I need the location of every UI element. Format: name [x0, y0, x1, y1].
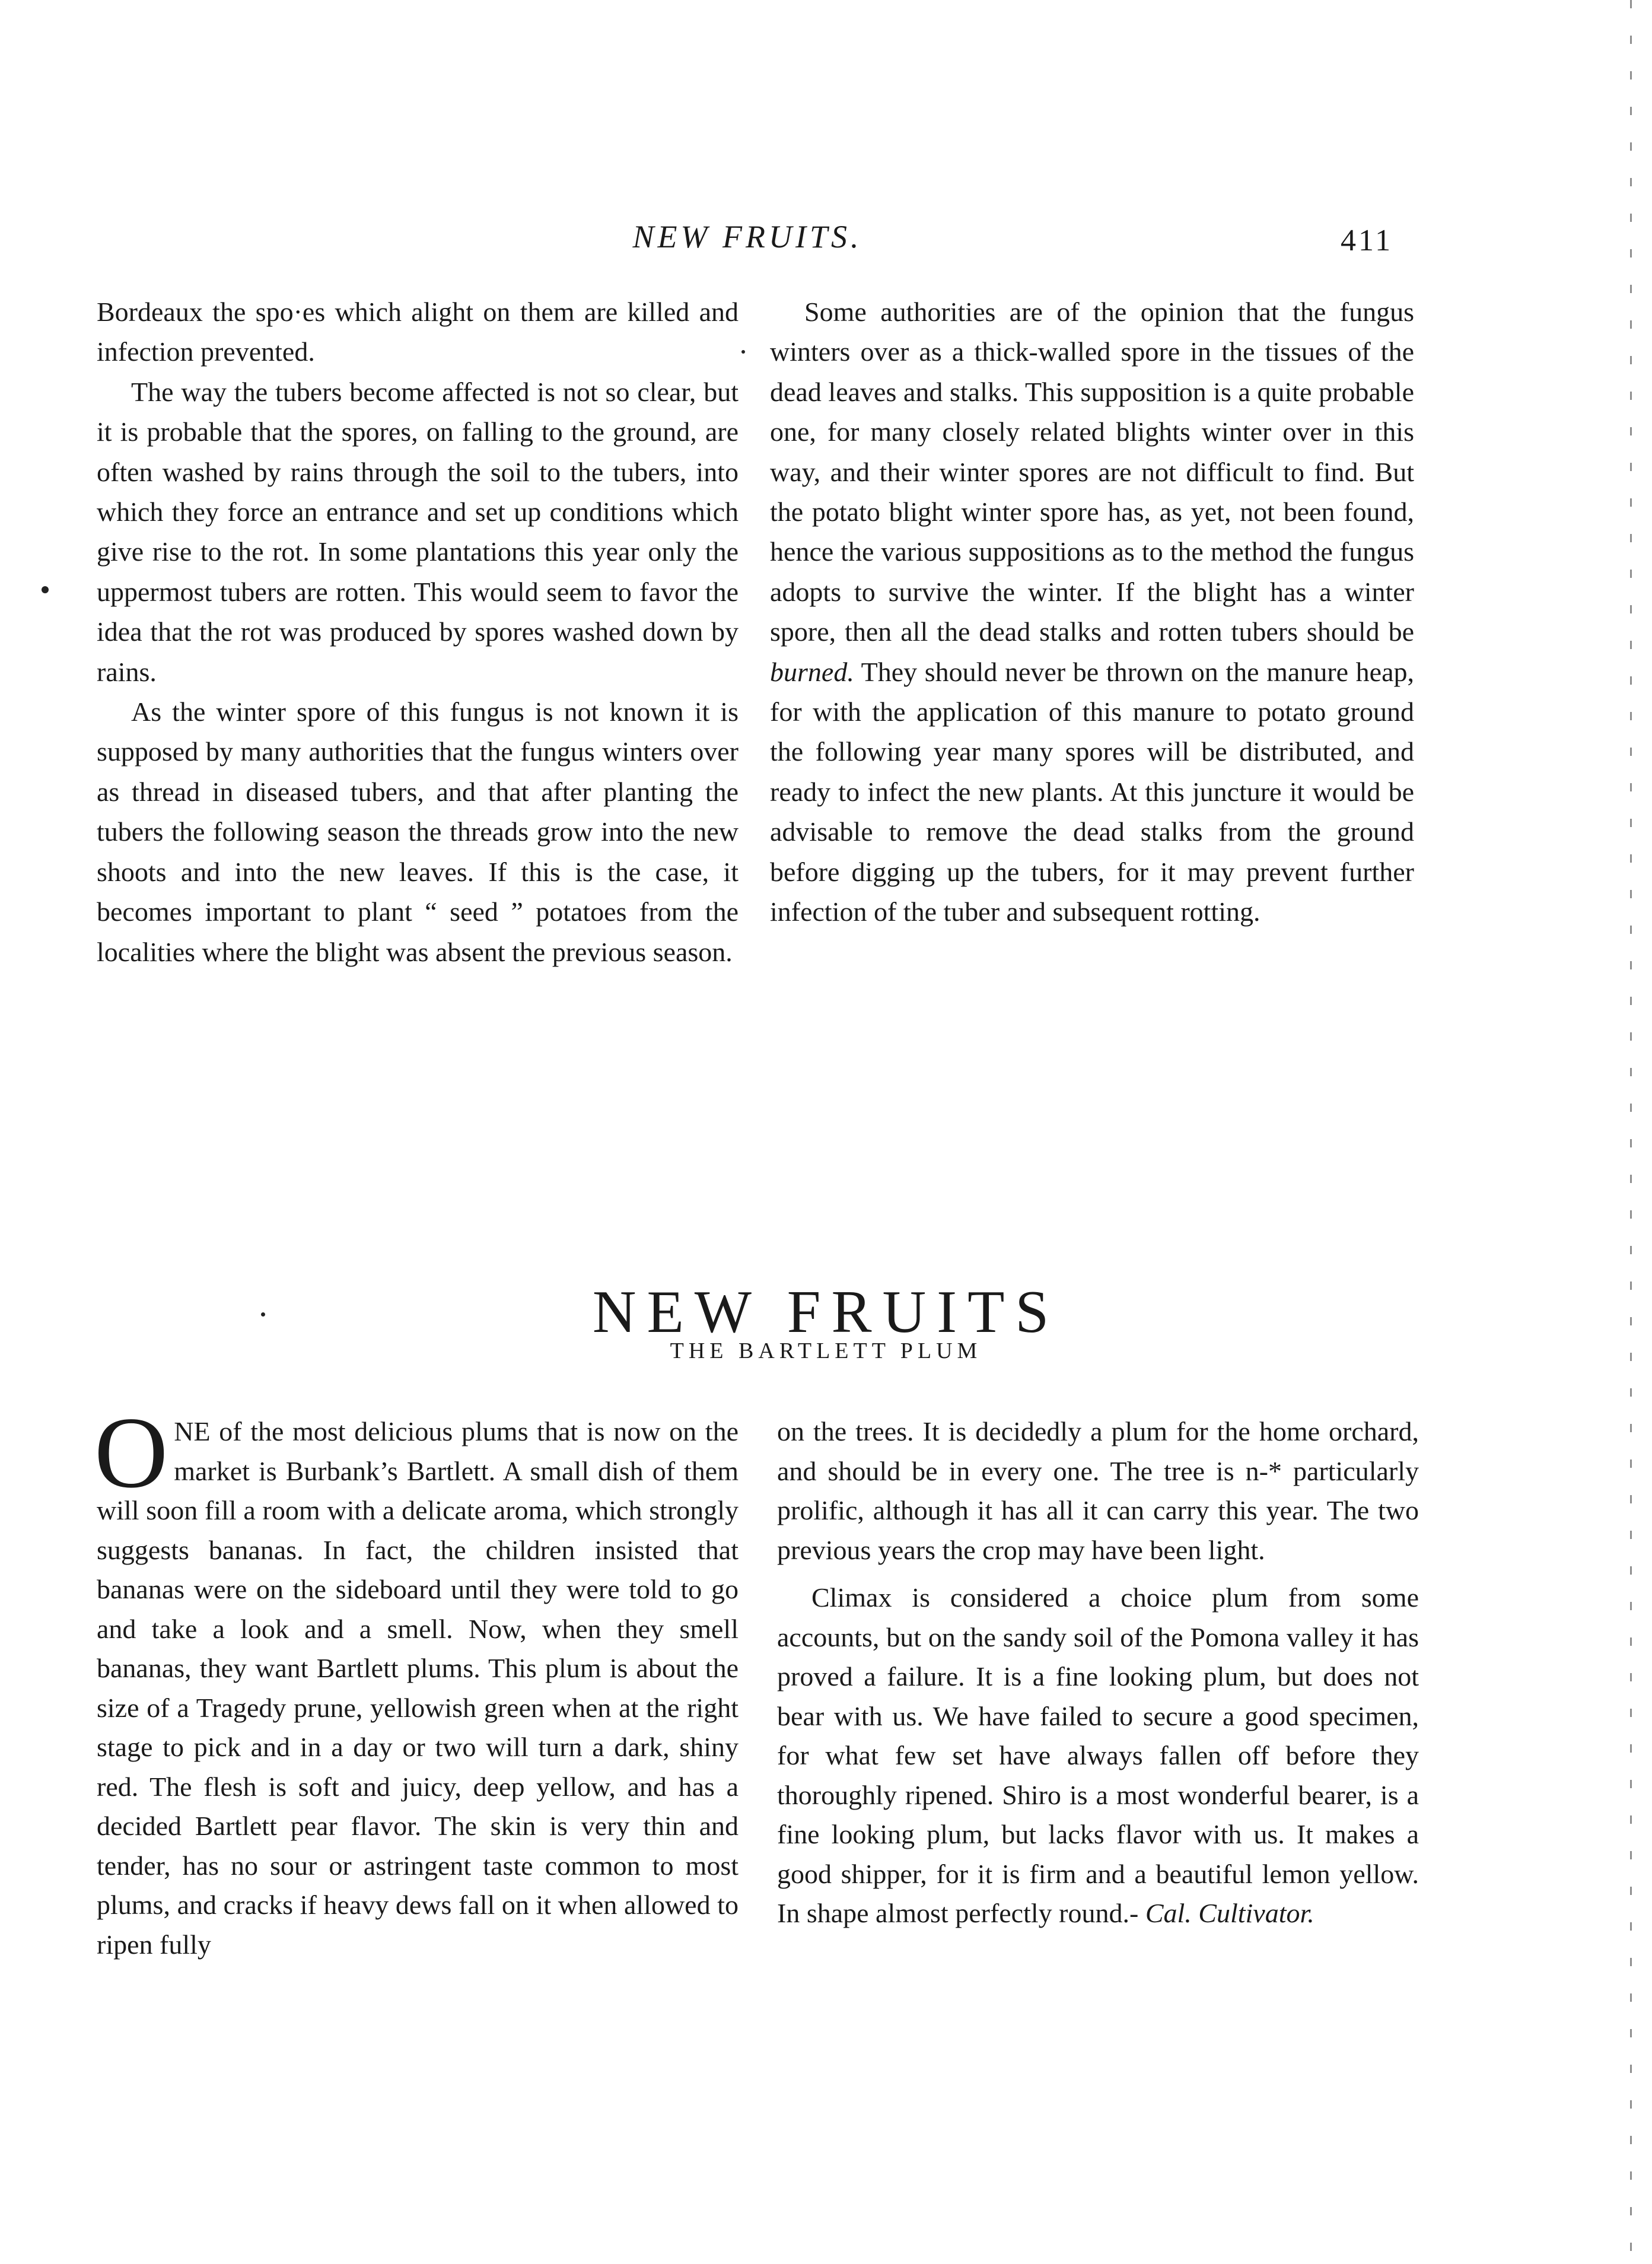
paragraph-text: Some authorities are of the opinion that the fungus winters over as a thick-walled spore in the tissues of the dead leaves and stalks. This supposition is a quite probable one, for many closely related blights winter over in this way, and their winter spores are not difficult to find. But the potato blight winter spore has, as yet, not been found, hence the various suppositions as to the method the fungus adopts to survive the winter. If the blight has a winter spore, then all the dead stalks and rotten tubers should be — [770, 297, 1414, 647]
lower-right-column — [777, 1412, 1419, 1934]
ink-speck — [42, 586, 49, 593]
page-number: 411 — [1341, 224, 1393, 257]
paragraph — [777, 1578, 1419, 1934]
source-signature: Cal. Cultivator. — [1145, 1898, 1314, 1928]
paragraph-text: Climax is considered a choice plum from some accounts, but on the sandy soil of the Pomona valley it has proved a failure. It is a fine looking plum, but does not bear with us. We have failed to secure a good specimen, for what few set have always fallen off before they thoroughly ripened. Shiro is a most wonderful bearer, is a fine looking plum, but lacks flavor with us. It makes a good shipper, for it is firm and a beautiful lemon yellow. In shape almost perfectly round.- — [777, 1582, 1419, 1928]
upper-right-column — [770, 292, 1414, 932]
paragraph: on the trees. It is decidedly a plum for the home orchard, and should be in every one. The tree is n-* particularly prolific, although it has all it can carry this year. The two previous years the crop may have been light. — [777, 1416, 1419, 1565]
paragraph — [94, 1397, 739, 1964]
ink-speck — [741, 350, 745, 354]
article-subheading: THE BARTLETT PLUM — [670, 1338, 982, 1363]
paragraph: As the winter spore of this fungus is not known it is supposed by many authorities that the fungus winters over as thread in diseased tubers, and that after planting the tubers the following season the threads grow into the new shoots and into the new leaves. If this is the case, it becomes important to plant “ seed ” potatoes from the localities where the blight was absent the previous season. — [97, 697, 739, 967]
paragraph — [770, 292, 1414, 932]
upper-left-column — [97, 292, 739, 972]
article-heading: NEW FRUITS — [592, 1279, 1060, 1346]
drop-cap: O — [94, 1397, 168, 1509]
page-edge-shadow — [1630, 0, 1632, 2264]
paragraph-text: They should never be thrown on the manure heap, for with the application of this manure to potato ground the following year many spores will be distributed, and ready to infect the new plants. At this juncture it would be advisable to remove the dead stalks from the ground before digging up the tubers, for it may prevent further infection of the tuber and subsequent rotting. — [770, 656, 1414, 927]
emphasis-text: burned. — [770, 656, 854, 687]
running-head-title: NEW FRUITS. — [632, 219, 862, 255]
paragraph: The way the tubers become affected is not so clear, but it is probable that the spores, on falling to the ground, are often washed by rains through the soil to the tubers, into which they force an entrance and set up conditions which give rise to the rot. In some plantations this year only the uppermost tubers are rotten. This would seem to favor the idea that the rot was produced by spores washed down by rains. — [97, 376, 739, 687]
lower-left-column — [94, 1397, 739, 1964]
running-head — [0, 218, 1652, 272]
paragraph-text: NE of the most delicious plums that is now on the market is Burbank’s Bartlett. A small dish of them will soon fill a room with a delicate aroma, which strongly suggests bananas. In fact, the children insisted that bananas were on the sideboard until they were told to go and take a look and a smell. Now, when they smell bananas, they want Bartlett plums. This plum is about the size of a Tragedy prune, yellowish green when at the right stage to pick and in a day or two will turn a dark, shiny red. The flesh is soft and juicy, deep yellow, and has a decided Bartlett pear flavor. The skin is very thin and tender, has no sour or astringent taste common to most plums, and cracks if heavy dews fall on it when allowed to ripen fully — [97, 1416, 739, 1960]
paragraph: Bordeaux the spo·es which alight on them are killed and infection prevented. — [97, 297, 739, 367]
